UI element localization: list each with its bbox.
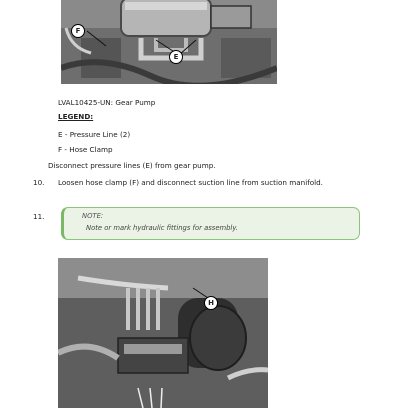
step-number: 10. (33, 178, 45, 187)
callout-h: H (204, 296, 218, 310)
note-text: Note or mark hydraulic fittings for assembly. (86, 224, 238, 232)
legend-item-e: E - Pressure Line (2) (58, 130, 131, 139)
hydraulic-valve-photo (58, 258, 268, 408)
instruction-text: Disconnect pressure lines (E) from gear pump. (48, 161, 216, 170)
callout-f: F (71, 24, 85, 38)
legend-title: LEGEND: (58, 112, 94, 121)
gear-pump-photo (61, 0, 277, 84)
step-number: 11. (33, 212, 45, 221)
callout-e: E (169, 50, 183, 64)
note-title: NOTE: (82, 212, 104, 220)
step-text: Loosen hose clamp (F) and disconnect suction line from suction manifold. (58, 178, 323, 187)
figure-caption: LVAL10425-UN: Gear Pump (58, 98, 156, 107)
legend-item-f: F - Hose Clamp (58, 145, 113, 154)
note-box (61, 207, 360, 240)
